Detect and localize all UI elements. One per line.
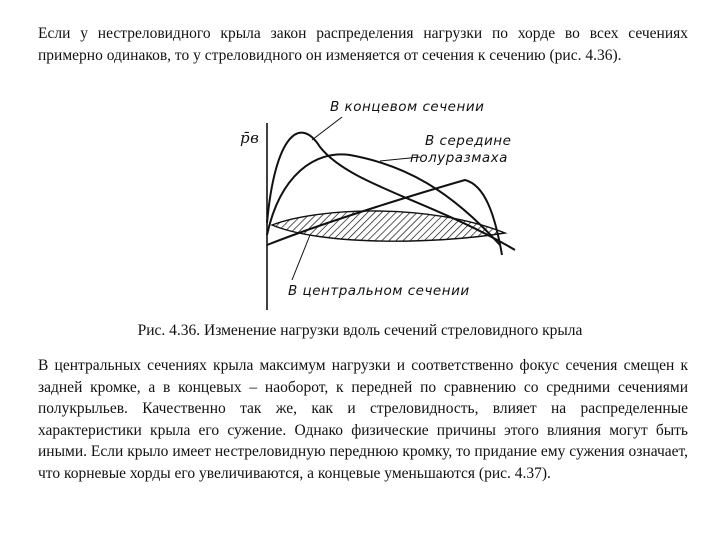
center-leader-line xyxy=(292,235,310,280)
load-distribution-figure xyxy=(230,95,530,310)
axis-label: p̄в xyxy=(240,129,260,147)
label-mid-semispan-line2: полуразмаха xyxy=(410,150,508,166)
label-mid-semispan-line1: В середине xyxy=(425,133,512,149)
label-central-section: В центральном сечении xyxy=(288,283,470,299)
label-tip-section: В концевом сечении xyxy=(330,99,485,115)
tip-leader-line xyxy=(312,117,342,140)
intro-paragraph: Если у нестреловидного крыла закон распределения нагрузки по хорде во всех сечениях примерно одинаков, то у стреловидного он изменяется от сечения к сечению (рис. 4.36). xyxy=(38,25,688,64)
body-paragraph: В центральных сечениях крыла максимум нагрузки и соответственно фокус сечения смещен к задней кромке, а в концевых – наоборот, к передней по сравнению со средними сечениями полукрыльев. Качественно так же, как и стреловидность, влияет на распределенные характеристики крыла его сужение. Однако физические причины этого влияния могут быть иными. Если крыло имеет нестреловидную переднюю кромку, то придание ему сужения означает, что корневые хорды его увеличиваются, а концевые уменьшаются (рис. 4.37). xyxy=(38,357,688,482)
figure-caption: Рис. 4.36. Изменение нагрузки вдоль сечений стреловидного крыла xyxy=(137,322,583,339)
figure-graphic xyxy=(230,95,530,310)
